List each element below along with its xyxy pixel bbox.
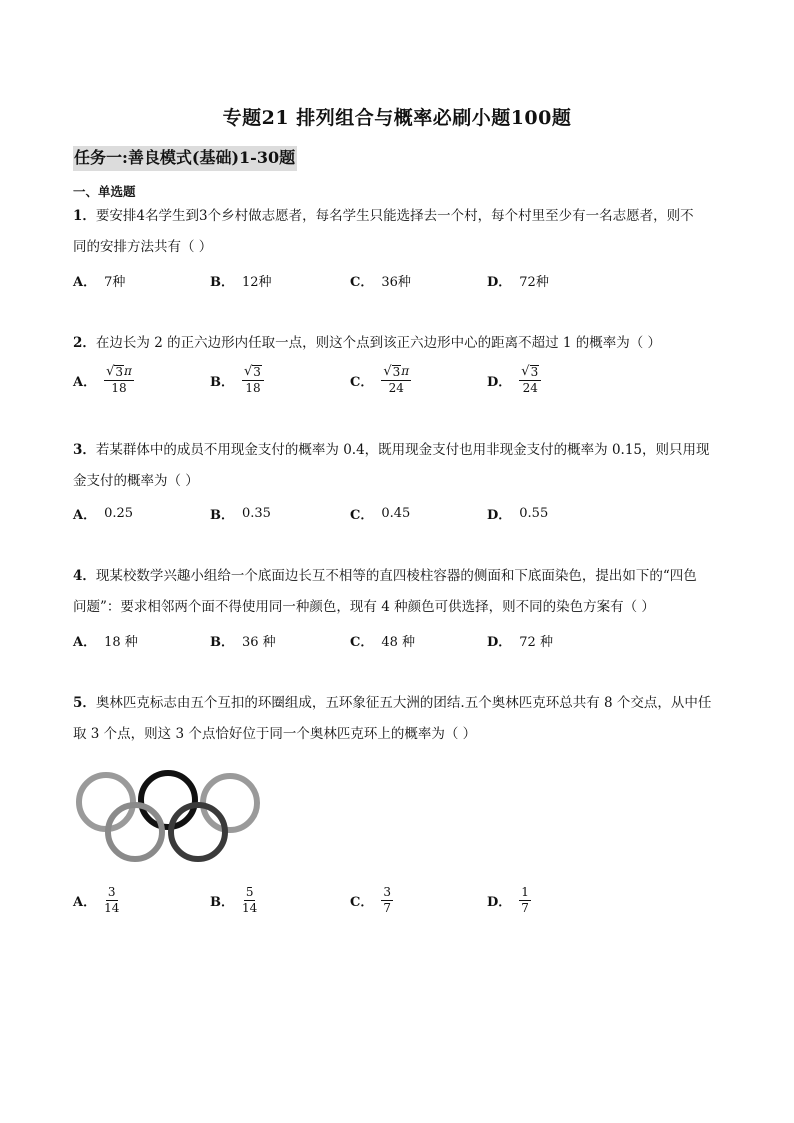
option-b[interactable]: B． 36 种 bbox=[210, 634, 276, 650]
option-a[interactable]: A． 0.25 bbox=[73, 505, 134, 523]
fraction: √ 3 18 bbox=[242, 365, 264, 394]
question-number: 1． bbox=[73, 208, 96, 224]
ring-1 bbox=[79, 775, 133, 829]
options-1 bbox=[73, 263, 723, 297]
fraction: √ 3 24 bbox=[519, 365, 541, 394]
option-d[interactable]: D． 0.55 bbox=[487, 505, 549, 523]
ring-5 bbox=[171, 805, 225, 859]
ring-3 bbox=[203, 776, 257, 830]
option-c[interactable]: C． √ 3 π 24 bbox=[350, 364, 410, 396]
question-text: 在边长为 2 的正六边形内任取一点，则这个点到该正六边形中心的距离不超过 1 的概率为（ ） bbox=[95, 335, 662, 351]
fraction: $\frac{3}{7}$ bbox=[383, 884, 391, 915]
options-3 bbox=[73, 496, 723, 530]
question-4 bbox=[73, 561, 723, 623]
option-c[interactable]: C． 48 种 bbox=[350, 634, 416, 650]
question-1 bbox=[73, 201, 723, 263]
question-3 bbox=[73, 435, 723, 497]
option-b[interactable]: B． $\frac{5}{14}$ bbox=[210, 884, 258, 915]
option-d[interactable]: D． $\frac{1}{7}$ bbox=[487, 884, 529, 915]
option-b[interactable]: B． 0.35 bbox=[210, 505, 271, 523]
question-number: 4． bbox=[73, 568, 96, 584]
option-a[interactable]: A． 7种 bbox=[73, 274, 126, 290]
question-text-cont: 同的安排方法共有（ ） bbox=[73, 239, 213, 255]
option-b[interactable]: B． 12种 bbox=[210, 274, 272, 290]
fraction: $\frac{1}{7}$ bbox=[521, 884, 529, 915]
option-a[interactable]: A． $\frac{3}{14}$ bbox=[73, 884, 120, 915]
options-5 bbox=[73, 883, 723, 919]
task-heading: 任务一:善良模式(基础)1-30题 bbox=[73, 146, 297, 171]
option-c[interactable]: C． $\frac{3}{7}$ bbox=[350, 884, 391, 915]
option-d[interactable]: D． √ 3 24 bbox=[487, 363, 541, 397]
option-b[interactable]: B． √ 3 18 bbox=[210, 363, 264, 397]
page-title: 专题21 排列组合与概率必刷小题100题 bbox=[222, 107, 572, 129]
options-2 bbox=[73, 363, 723, 399]
fraction: √ 3 π 18 bbox=[106, 364, 132, 396]
question-text-cont: 取 3 个点，则这 3 个点恰好位于同一个奥林匹克环上的概率为（ ） bbox=[73, 726, 477, 742]
question-number: 3． bbox=[73, 442, 96, 458]
fraction: $\frac{3}{14}$ bbox=[104, 884, 120, 915]
fraction: $\frac{5}{14}$ bbox=[242, 884, 258, 915]
question-number: 2． bbox=[73, 335, 96, 351]
question-number: 5． bbox=[73, 695, 96, 711]
question-text-cont: 问题”：要求相邻两个面不得使用同一种颜色，现有 4 种颜色可供选择，则不同的染色方案有（ ） bbox=[73, 599, 655, 615]
options-4 bbox=[73, 623, 723, 657]
ring-4 bbox=[108, 805, 162, 859]
fraction: √ 3 π 24 bbox=[383, 364, 410, 396]
option-c[interactable]: C． 36种 bbox=[350, 274, 411, 290]
ring-2 bbox=[141, 773, 195, 827]
question-2 bbox=[73, 328, 723, 359]
olympic-rings-image bbox=[73, 766, 265, 866]
question-5 bbox=[73, 688, 723, 750]
option-d[interactable]: D． 72种 bbox=[487, 274, 549, 290]
section-heading: 一、单选题 bbox=[73, 184, 136, 199]
question-text-cont: 金支付的概率为（ ） bbox=[73, 473, 199, 489]
option-c[interactable]: C． 0.45 bbox=[350, 505, 411, 523]
option-a[interactable]: A． 18 种 bbox=[73, 634, 138, 650]
option-d[interactable]: D． 72 种 bbox=[487, 634, 553, 650]
question-text: 若某群体中的成员不用现金支付的概率为 0.4，既用现金支付也用非现金支付的概率为 0.15，则只用现 bbox=[95, 442, 710, 458]
option-a[interactable]: A． √ 3 π 18 bbox=[73, 364, 132, 396]
question-text: 现某校数学兴趣小组给一个底面边长互不相等的直四棱柱容器的侧面和下底面染色，提出如下的“四色 bbox=[95, 568, 697, 584]
question-text: 要安排4名学生到3个乡村做志愿者，每名学生只能选择去一个村，每个村里至少有一名志愿者，则不 bbox=[95, 208, 694, 224]
question-text: 奥林匹克标志由五个互扣的环圈组成，五环象征五大洲的团结.五个奥林匹克环总共有 8 个交点，从中任 bbox=[95, 695, 712, 711]
